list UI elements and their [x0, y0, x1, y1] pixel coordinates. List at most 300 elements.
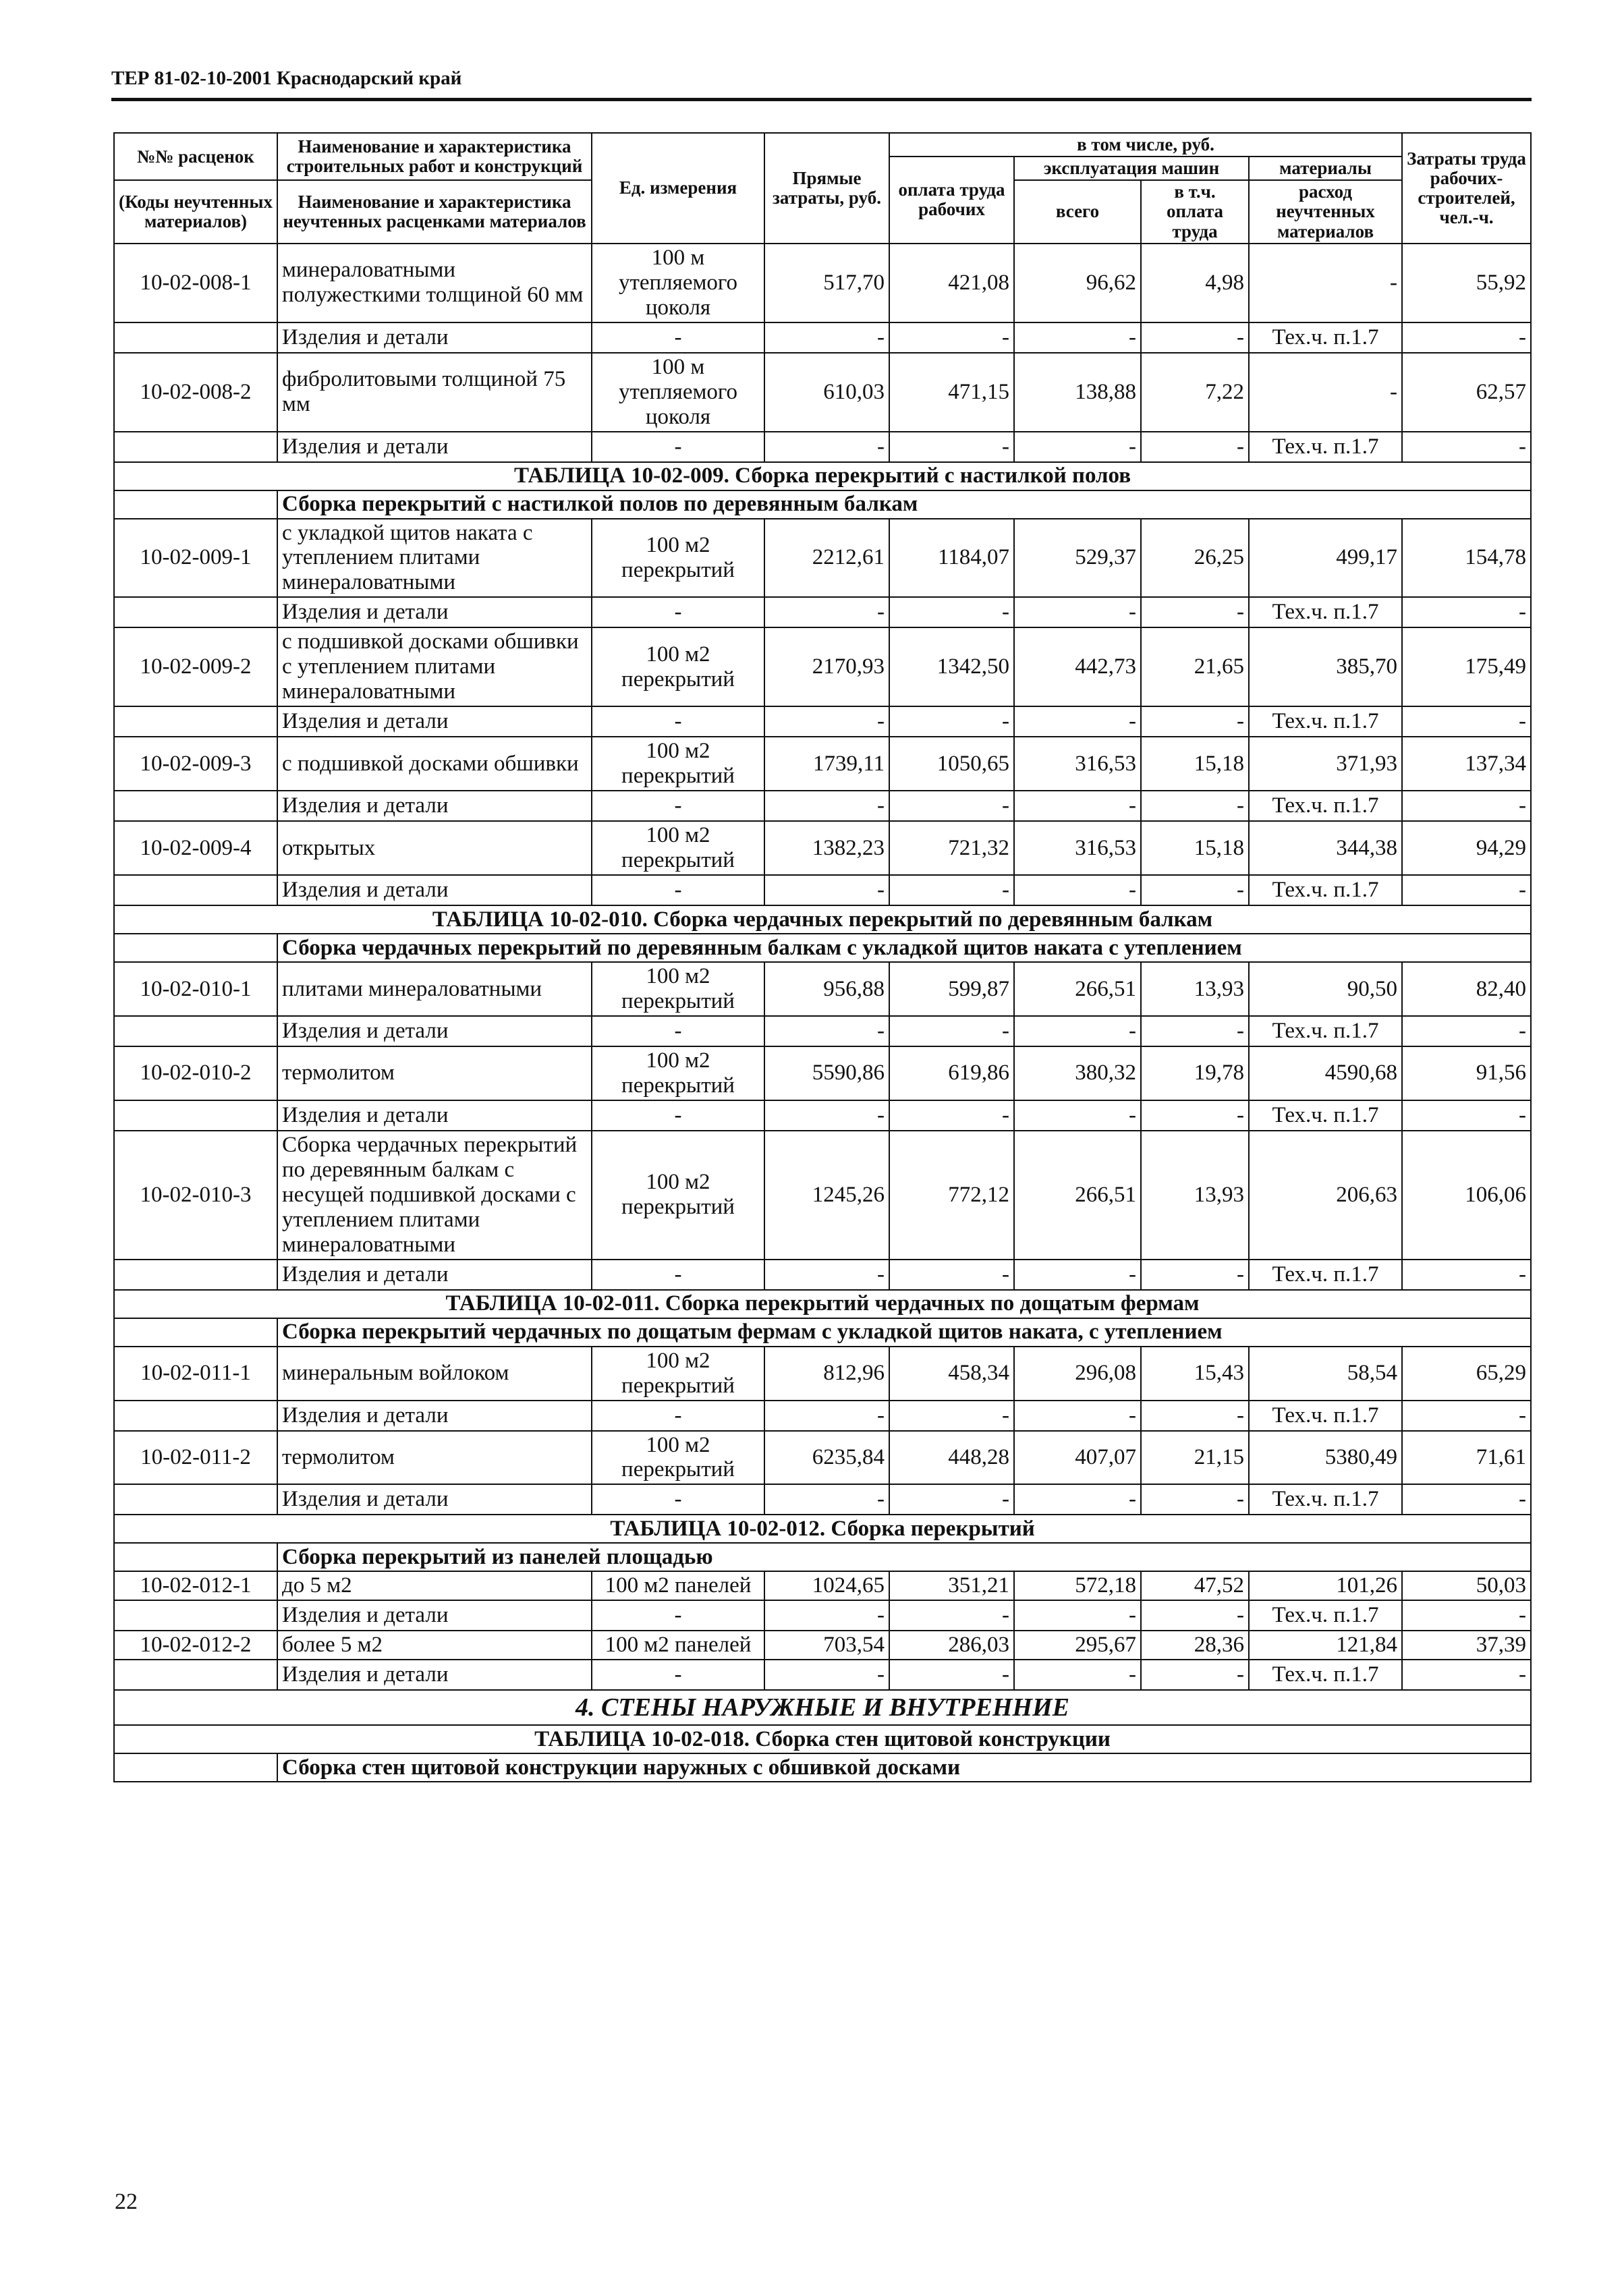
details-dash-cell: - — [1402, 1600, 1531, 1631]
details-dash-cell: - — [1402, 1260, 1531, 1290]
details-ref-cell: Тех.ч. п.1.7 — [1249, 791, 1402, 821]
details-unit-cell: - — [592, 432, 764, 462]
details-ref-cell: Тех.ч. п.1.7 — [1249, 1401, 1402, 1431]
details-dash-cell: - — [1014, 706, 1141, 737]
details-dash-cell: - — [1402, 791, 1531, 821]
machines-cell: 380,32 — [1014, 1046, 1141, 1100]
table-title: ТАБЛИЦА 10-02-018. Сборка стен щитовой конструкции — [114, 1725, 1531, 1753]
details-dash-cell: - — [764, 1600, 889, 1631]
details-dash-cell: - — [889, 875, 1014, 905]
details-dash-cell: - — [1014, 1016, 1141, 1046]
unit-cell: 100 м утепляемого цоколя — [592, 353, 764, 432]
details-unit-cell: - — [592, 875, 764, 905]
details-dash-cell: - — [1141, 791, 1249, 821]
machines-cell: 266,51 — [1014, 1131, 1141, 1260]
details-dash-cell: - — [1014, 597, 1141, 627]
details-dash-cell: - — [1141, 1016, 1249, 1046]
name-cell: термолитом — [277, 1046, 592, 1100]
details-unit-cell: - — [592, 1660, 764, 1690]
details-name-cell: Изделия и детали — [277, 1401, 592, 1431]
labor-pay-cell: 286,03 — [889, 1631, 1014, 1660]
machines-cell: 572,18 — [1014, 1571, 1141, 1600]
name-cell: Сборка чердачных перекрытий по деревянным балкам с несущей подшивкой досками с утеплением плитами минераловатными — [277, 1131, 592, 1260]
unit-cell: 100 м2 панелей — [592, 1631, 764, 1660]
page-header: ТЕР 81-02-10-2001 Краснодарский край — [111, 67, 462, 89]
details-dash-cell: - — [1141, 432, 1249, 462]
col-labor-cost: Затраты труда рабочих-строителей, чел.-ч. — [1402, 133, 1531, 244]
details-dash-cell: - — [764, 1484, 889, 1515]
labor-cost-cell: 106,06 — [1402, 1131, 1531, 1260]
details-row — [114, 1600, 1531, 1631]
subheading: Сборка перекрытий из панелей площадью — [277, 1543, 1531, 1571]
details-name-cell: Изделия и детали — [277, 875, 592, 905]
details-dash-cell: - — [1014, 791, 1141, 821]
details-dash-cell: - — [889, 1660, 1014, 1690]
labor-cost-cell: 175,49 — [1402, 627, 1531, 706]
details-ref-cell: Тех.ч. п.1.7 — [1249, 1260, 1402, 1290]
details-dash-cell: - — [1402, 706, 1531, 737]
labor-pay-cell: 721,32 — [889, 821, 1014, 875]
machines-cell: 442,73 — [1014, 627, 1141, 706]
details-ref-cell: Тех.ч. п.1.7 — [1249, 1600, 1402, 1631]
table-row — [114, 1131, 1531, 1260]
details-name-cell: Изделия и детали — [277, 706, 592, 737]
machines-labor-cell: 47,52 — [1141, 1571, 1249, 1600]
details-dash-cell: - — [1014, 1660, 1141, 1690]
name-cell: термолитом — [277, 1431, 592, 1485]
machines-cell: 266,51 — [1014, 962, 1141, 1016]
details-ref-cell: Тех.ч. п.1.7 — [1249, 322, 1402, 353]
machines-labor-cell: 28,36 — [1141, 1631, 1249, 1660]
materials-cell: 206,63 — [1249, 1131, 1402, 1260]
materials-cell: - — [1249, 353, 1402, 432]
subheading: Сборка перекрытий чердачных по дощатым фермам с укладкой щитов наката, с утеплением — [277, 1318, 1531, 1347]
col-name-bottom: Наименование и характеристика неучтенных расценками материалов — [277, 180, 592, 243]
direct-cost-cell: 2212,61 — [764, 519, 889, 598]
unit-cell: 100 м утепляемого цоколя — [592, 244, 764, 322]
details-dash-cell: - — [764, 1260, 889, 1290]
col-unit: Ед. измерения — [592, 133, 764, 244]
machines-labor-cell: 13,93 — [1141, 962, 1249, 1016]
details-dash-cell: - — [764, 1100, 889, 1131]
code-cell: 10-02-008-1 — [114, 244, 277, 322]
code-cell: 10-02-009-2 — [114, 627, 277, 706]
machines-labor-cell: 7,22 — [1141, 353, 1249, 432]
details-dash-cell: - — [1141, 875, 1249, 905]
details-code-cell — [114, 1260, 277, 1290]
details-dash-cell: - — [889, 1016, 1014, 1046]
details-dash-cell: - — [889, 1600, 1014, 1631]
details-dash-cell: - — [1141, 1260, 1249, 1290]
details-ref-cell: Тех.ч. п.1.7 — [1249, 432, 1402, 462]
machines-labor-cell: 15,18 — [1141, 821, 1249, 875]
table-row — [114, 244, 1531, 322]
details-name-cell: Изделия и детали — [277, 791, 592, 821]
subheading-row — [114, 490, 1531, 519]
details-name-cell: Изделия и детали — [277, 432, 592, 462]
details-row — [114, 875, 1531, 905]
direct-cost-cell: 5590,86 — [764, 1046, 889, 1100]
labor-pay-cell: 772,12 — [889, 1131, 1014, 1260]
details-row — [114, 1100, 1531, 1131]
details-dash-cell: - — [1014, 1401, 1141, 1431]
name-cell: с подшивкой досками обшивки с утеплением плитами минераловатными — [277, 627, 592, 706]
table-row — [114, 962, 1531, 1016]
materials-cell: 4590,68 — [1249, 1046, 1402, 1100]
unit-cell: 100 м2 перекрытий — [592, 821, 764, 875]
details-unit-cell: - — [592, 1016, 764, 1046]
details-row — [114, 432, 1531, 462]
subheading-row — [114, 934, 1531, 962]
details-dash-cell: - — [1014, 1484, 1141, 1515]
details-row — [114, 1260, 1531, 1290]
materials-cell: 5380,49 — [1249, 1431, 1402, 1485]
labor-cost-cell: 94,29 — [1402, 821, 1531, 875]
code-cell: 10-02-009-4 — [114, 821, 277, 875]
unit-cell: 100 м2 перекрытий — [592, 737, 764, 791]
machines-labor-cell: 21,65 — [1141, 627, 1249, 706]
code-cell: 10-02-009-1 — [114, 519, 277, 598]
details-row — [114, 1660, 1531, 1690]
details-ref-cell: Тех.ч. п.1.7 — [1249, 1660, 1402, 1690]
details-ref-cell: Тех.ч. п.1.7 — [1249, 1016, 1402, 1046]
details-row — [114, 1401, 1531, 1431]
details-code-cell — [114, 1484, 277, 1515]
details-dash-cell: - — [1141, 1660, 1249, 1690]
machines-labor-cell: 13,93 — [1141, 1131, 1249, 1260]
subheading: Сборка перекрытий с настилкой полов по деревянным балкам — [277, 490, 1531, 519]
details-name-cell: Изделия и детали — [277, 322, 592, 353]
details-unit-cell: - — [592, 322, 764, 353]
unit-cell: 100 м2 перекрытий — [592, 962, 764, 1016]
price-table — [113, 132, 1532, 1782]
details-row — [114, 597, 1531, 627]
details-dash-cell: - — [1141, 322, 1249, 353]
direct-cost-cell: 1245,26 — [764, 1131, 889, 1260]
details-unit-cell: - — [592, 1260, 764, 1290]
details-unit-cell: - — [592, 1401, 764, 1431]
details-dash-cell: - — [1014, 1600, 1141, 1631]
name-cell: до 5 м2 — [277, 1571, 592, 1600]
table-row — [114, 1347, 1531, 1401]
details-unit-cell: - — [592, 1484, 764, 1515]
details-dash-cell: - — [764, 1660, 889, 1690]
details-code-cell — [114, 706, 277, 737]
code-cell: 10-02-011-1 — [114, 1347, 277, 1401]
details-unit-cell: - — [592, 791, 764, 821]
labor-cost-cell: 50,03 — [1402, 1571, 1531, 1600]
details-dash-cell: - — [764, 1016, 889, 1046]
name-cell: с укладкой щитов наката с утеплением плитами минераловатными — [277, 519, 592, 598]
name-cell: с подшивкой досками обшивки — [277, 737, 592, 791]
code-cell: 10-02-010-2 — [114, 1046, 277, 1100]
details-row — [114, 1016, 1531, 1046]
col-name-top: Наименование и характеристика строительных работ и конструкций — [277, 133, 592, 180]
materials-cell: 101,26 — [1249, 1571, 1402, 1600]
subheading-row — [114, 1543, 1531, 1571]
details-dash-cell: - — [1402, 1484, 1531, 1515]
details-dash-cell: - — [1014, 1100, 1141, 1131]
labor-cost-cell: 154,78 — [1402, 519, 1531, 598]
machines-cell: 296,08 — [1014, 1347, 1141, 1401]
materials-cell: 371,93 — [1249, 737, 1402, 791]
col-direct: Прямые затраты, руб. — [764, 133, 889, 244]
details-code-cell — [114, 597, 277, 627]
code-cell: 10-02-008-2 — [114, 353, 277, 432]
details-unit-cell: - — [592, 1100, 764, 1131]
direct-cost-cell: 610,03 — [764, 353, 889, 432]
details-name-cell: Изделия и детали — [277, 597, 592, 627]
details-dash-cell: - — [1402, 432, 1531, 462]
details-dash-cell: - — [1141, 1484, 1249, 1515]
subheading-row — [114, 1318, 1531, 1347]
labor-pay-cell: 421,08 — [889, 244, 1014, 322]
unit-cell: 100 м2 перекрытий — [592, 1431, 764, 1485]
details-dash-cell: - — [1141, 1100, 1249, 1131]
details-dash-cell: - — [889, 706, 1014, 737]
table-title-row — [114, 905, 1531, 934]
unit-cell: 100 м2 перекрытий — [592, 1131, 764, 1260]
labor-cost-cell: 137,34 — [1402, 737, 1531, 791]
direct-cost-cell: 1739,11 — [764, 737, 889, 791]
labor-cost-cell: 71,61 — [1402, 1431, 1531, 1485]
name-cell: минераловатными полужесткими толщиной 60 мм — [277, 244, 592, 322]
subheading: Сборка стен щитовой конструкции наружных с обшивкой досками — [277, 1753, 1531, 1782]
labor-cost-cell: 62,57 — [1402, 353, 1531, 432]
table-row — [114, 627, 1531, 706]
details-name-cell: Изделия и детали — [277, 1660, 592, 1690]
details-name-cell: Изделия и детали — [277, 1016, 592, 1046]
labor-pay-cell: 351,21 — [889, 1571, 1014, 1600]
details-row — [114, 322, 1531, 353]
details-row — [114, 791, 1531, 821]
name-cell: фибролитовыми толщиной 75 мм — [277, 353, 592, 432]
details-ref-cell: Тех.ч. п.1.7 — [1249, 1100, 1402, 1131]
table-row — [114, 1571, 1531, 1600]
col-code-bottom: (Коды неучтенных материалов) — [114, 180, 277, 243]
labor-cost-cell: 65,29 — [1402, 1347, 1531, 1401]
section-row — [114, 1690, 1531, 1725]
materials-cell: 344,38 — [1249, 821, 1402, 875]
details-row — [114, 706, 1531, 737]
table-title: ТАБЛИЦА 10-02-009. Сборка перекрытий с настилкой полов — [114, 462, 1531, 490]
labor-pay-cell: 1184,07 — [889, 519, 1014, 598]
details-dash-cell: - — [889, 597, 1014, 627]
details-code-cell — [114, 1401, 277, 1431]
details-dash-cell: - — [1402, 1401, 1531, 1431]
details-name-cell: Изделия и детали — [277, 1100, 592, 1131]
machines-cell: 316,53 — [1014, 821, 1141, 875]
details-code-cell — [114, 791, 277, 821]
direct-cost-cell: 812,96 — [764, 1347, 889, 1401]
machines-labor-cell: 26,25 — [1141, 519, 1249, 598]
labor-cost-cell: 82,40 — [1402, 962, 1531, 1016]
details-code-cell — [114, 322, 277, 353]
table-title-row — [114, 1290, 1531, 1318]
details-code-cell — [114, 1660, 277, 1690]
code-cell: 10-02-012-1 — [114, 1571, 277, 1600]
details-dash-cell: - — [1014, 432, 1141, 462]
details-dash-cell: - — [889, 432, 1014, 462]
table-row — [114, 1631, 1531, 1660]
labor-cost-cell: 91,56 — [1402, 1046, 1531, 1100]
table-title-row — [114, 1725, 1531, 1753]
details-dash-cell: - — [889, 1100, 1014, 1131]
table-row — [114, 737, 1531, 791]
details-dash-cell: - — [1402, 1016, 1531, 1046]
details-dash-cell: - — [1141, 1600, 1249, 1631]
table-title-row — [114, 1515, 1531, 1543]
subheading-code-cell — [114, 1318, 277, 1347]
machines-cell: 96,62 — [1014, 244, 1141, 322]
details-code-cell — [114, 432, 277, 462]
details-dash-cell: - — [1402, 1660, 1531, 1690]
details-dash-cell: - — [889, 1484, 1014, 1515]
labor-cost-cell: 55,92 — [1402, 244, 1531, 322]
subheading-row — [114, 1753, 1531, 1782]
col-incl: в том числе, руб. — [889, 133, 1402, 157]
details-dash-cell: - — [764, 432, 889, 462]
code-cell: 10-02-012-2 — [114, 1631, 277, 1660]
unit-cell: 100 м2 перекрытий — [592, 1347, 764, 1401]
labor-cost-cell: 37,39 — [1402, 1631, 1531, 1660]
materials-cell: 121,84 — [1249, 1631, 1402, 1660]
details-ref-cell: Тех.ч. п.1.7 — [1249, 706, 1402, 737]
code-cell: 10-02-010-3 — [114, 1131, 277, 1260]
machines-labor-cell: 15,18 — [1141, 737, 1249, 791]
direct-cost-cell: 517,70 — [764, 244, 889, 322]
details-dash-cell: - — [764, 791, 889, 821]
col-machines: эксплуатация машин — [1014, 157, 1249, 180]
details-dash-cell: - — [1141, 597, 1249, 627]
direct-cost-cell: 956,88 — [764, 962, 889, 1016]
table-title: ТАБЛИЦА 10-02-010. Сборка чердачных перекрытий по деревянным балкам — [114, 905, 1531, 934]
labor-pay-cell: 599,87 — [889, 962, 1014, 1016]
code-cell: 10-02-010-1 — [114, 962, 277, 1016]
details-unit-cell: - — [592, 706, 764, 737]
details-ref-cell: Тех.ч. п.1.7 — [1249, 875, 1402, 905]
unit-cell: 100 м2 панелей — [592, 1571, 764, 1600]
table-row — [114, 821, 1531, 875]
details-dash-cell: - — [764, 322, 889, 353]
details-dash-cell: - — [889, 1401, 1014, 1431]
header-rule — [111, 98, 1532, 101]
direct-cost-cell: 6235,84 — [764, 1431, 889, 1485]
table-title: ТАБЛИЦА 10-02-011. Сборка перекрытий чердачных по дощатым фермам — [114, 1290, 1531, 1318]
details-code-cell — [114, 875, 277, 905]
labor-pay-cell: 619,86 — [889, 1046, 1014, 1100]
details-name-cell: Изделия и детали — [277, 1484, 592, 1515]
materials-cell: 385,70 — [1249, 627, 1402, 706]
machines-labor-cell: 19,78 — [1141, 1046, 1249, 1100]
labor-pay-cell: 448,28 — [889, 1431, 1014, 1485]
details-dash-cell: - — [1014, 322, 1141, 353]
machines-cell: 138,88 — [1014, 353, 1141, 432]
details-dash-cell: - — [1402, 1100, 1531, 1131]
details-ref-cell: Тех.ч. п.1.7 — [1249, 597, 1402, 627]
direct-cost-cell: 703,54 — [764, 1631, 889, 1660]
details-row — [114, 1484, 1531, 1515]
unit-cell: 100 м2 перекрытий — [592, 1046, 764, 1100]
unit-cell: 100 м2 перекрытий — [592, 519, 764, 598]
machines-labor-cell: 21,15 — [1141, 1431, 1249, 1485]
labor-pay-cell: 471,15 — [889, 353, 1014, 432]
subheading: Сборка чердачных перекрытий по деревянным балкам с укладкой щитов наката с утеплением — [277, 934, 1531, 962]
materials-cell: 499,17 — [1249, 519, 1402, 598]
col-machines-total: всего — [1014, 180, 1141, 243]
table-row — [114, 519, 1531, 598]
details-dash-cell: - — [1141, 1401, 1249, 1431]
details-dash-cell: - — [1402, 597, 1531, 627]
direct-cost-cell: 1382,23 — [764, 821, 889, 875]
table-body — [114, 244, 1531, 1782]
direct-cost-cell: 1024,65 — [764, 1571, 889, 1600]
materials-cell: 90,50 — [1249, 962, 1402, 1016]
col-materials: материалы — [1249, 157, 1402, 180]
labor-pay-cell: 458,34 — [889, 1347, 1014, 1401]
details-name-cell: Изделия и детали — [277, 1600, 592, 1631]
machines-cell: 295,67 — [1014, 1631, 1141, 1660]
details-dash-cell: - — [764, 706, 889, 737]
subheading-code-cell — [114, 934, 277, 962]
machines-cell: 316,53 — [1014, 737, 1141, 791]
page-number: 22 — [115, 2189, 138, 2214]
materials-cell: - — [1249, 244, 1402, 322]
details-dash-cell: - — [1402, 875, 1531, 905]
col-labor-pay: оплата труда рабочих — [889, 157, 1014, 244]
machines-labor-cell: 4,98 — [1141, 244, 1249, 322]
details-dash-cell: - — [889, 322, 1014, 353]
subheading-code-cell — [114, 490, 277, 519]
details-dash-cell: - — [764, 1401, 889, 1431]
table-row — [114, 353, 1531, 432]
code-cell: 10-02-009-3 — [114, 737, 277, 791]
details-name-cell: Изделия и детали — [277, 1260, 592, 1290]
col-materials-sub: расход неучтенных материалов — [1249, 180, 1402, 243]
details-code-cell — [114, 1600, 277, 1631]
labor-pay-cell: 1050,65 — [889, 737, 1014, 791]
machines-labor-cell: 15,43 — [1141, 1347, 1249, 1401]
details-dash-cell: - — [764, 875, 889, 905]
table-title-row — [114, 462, 1531, 490]
details-dash-cell: - — [764, 597, 889, 627]
details-code-cell — [114, 1016, 277, 1046]
details-dash-cell: - — [1014, 875, 1141, 905]
col-code-top: №№ расценок — [114, 133, 277, 180]
details-code-cell — [114, 1100, 277, 1131]
name-cell: плитами минераловатными — [277, 962, 592, 1016]
details-dash-cell: - — [889, 1260, 1014, 1290]
details-unit-cell: - — [592, 597, 764, 627]
details-ref-cell: Тех.ч. п.1.7 — [1249, 1484, 1402, 1515]
machines-cell: 407,07 — [1014, 1431, 1141, 1485]
details-dash-cell: - — [1402, 322, 1531, 353]
details-dash-cell: - — [1014, 1260, 1141, 1290]
name-cell: более 5 м2 — [277, 1631, 592, 1660]
table-title: ТАБЛИЦА 10-02-012. Сборка перекрытий — [114, 1515, 1531, 1543]
subheading-code-cell — [114, 1543, 277, 1571]
name-cell: открытых — [277, 821, 592, 875]
labor-pay-cell: 1342,50 — [889, 627, 1014, 706]
table-row — [114, 1431, 1531, 1485]
subheading-code-cell — [114, 1753, 277, 1782]
name-cell: минеральным войлоком — [277, 1347, 592, 1401]
table-row — [114, 1046, 1531, 1100]
col-machines-labor: в т.ч. оплата труда — [1141, 180, 1249, 243]
unit-cell: 100 м2 перекрытий — [592, 627, 764, 706]
materials-cell: 58,54 — [1249, 1347, 1402, 1401]
details-dash-cell: - — [889, 791, 1014, 821]
